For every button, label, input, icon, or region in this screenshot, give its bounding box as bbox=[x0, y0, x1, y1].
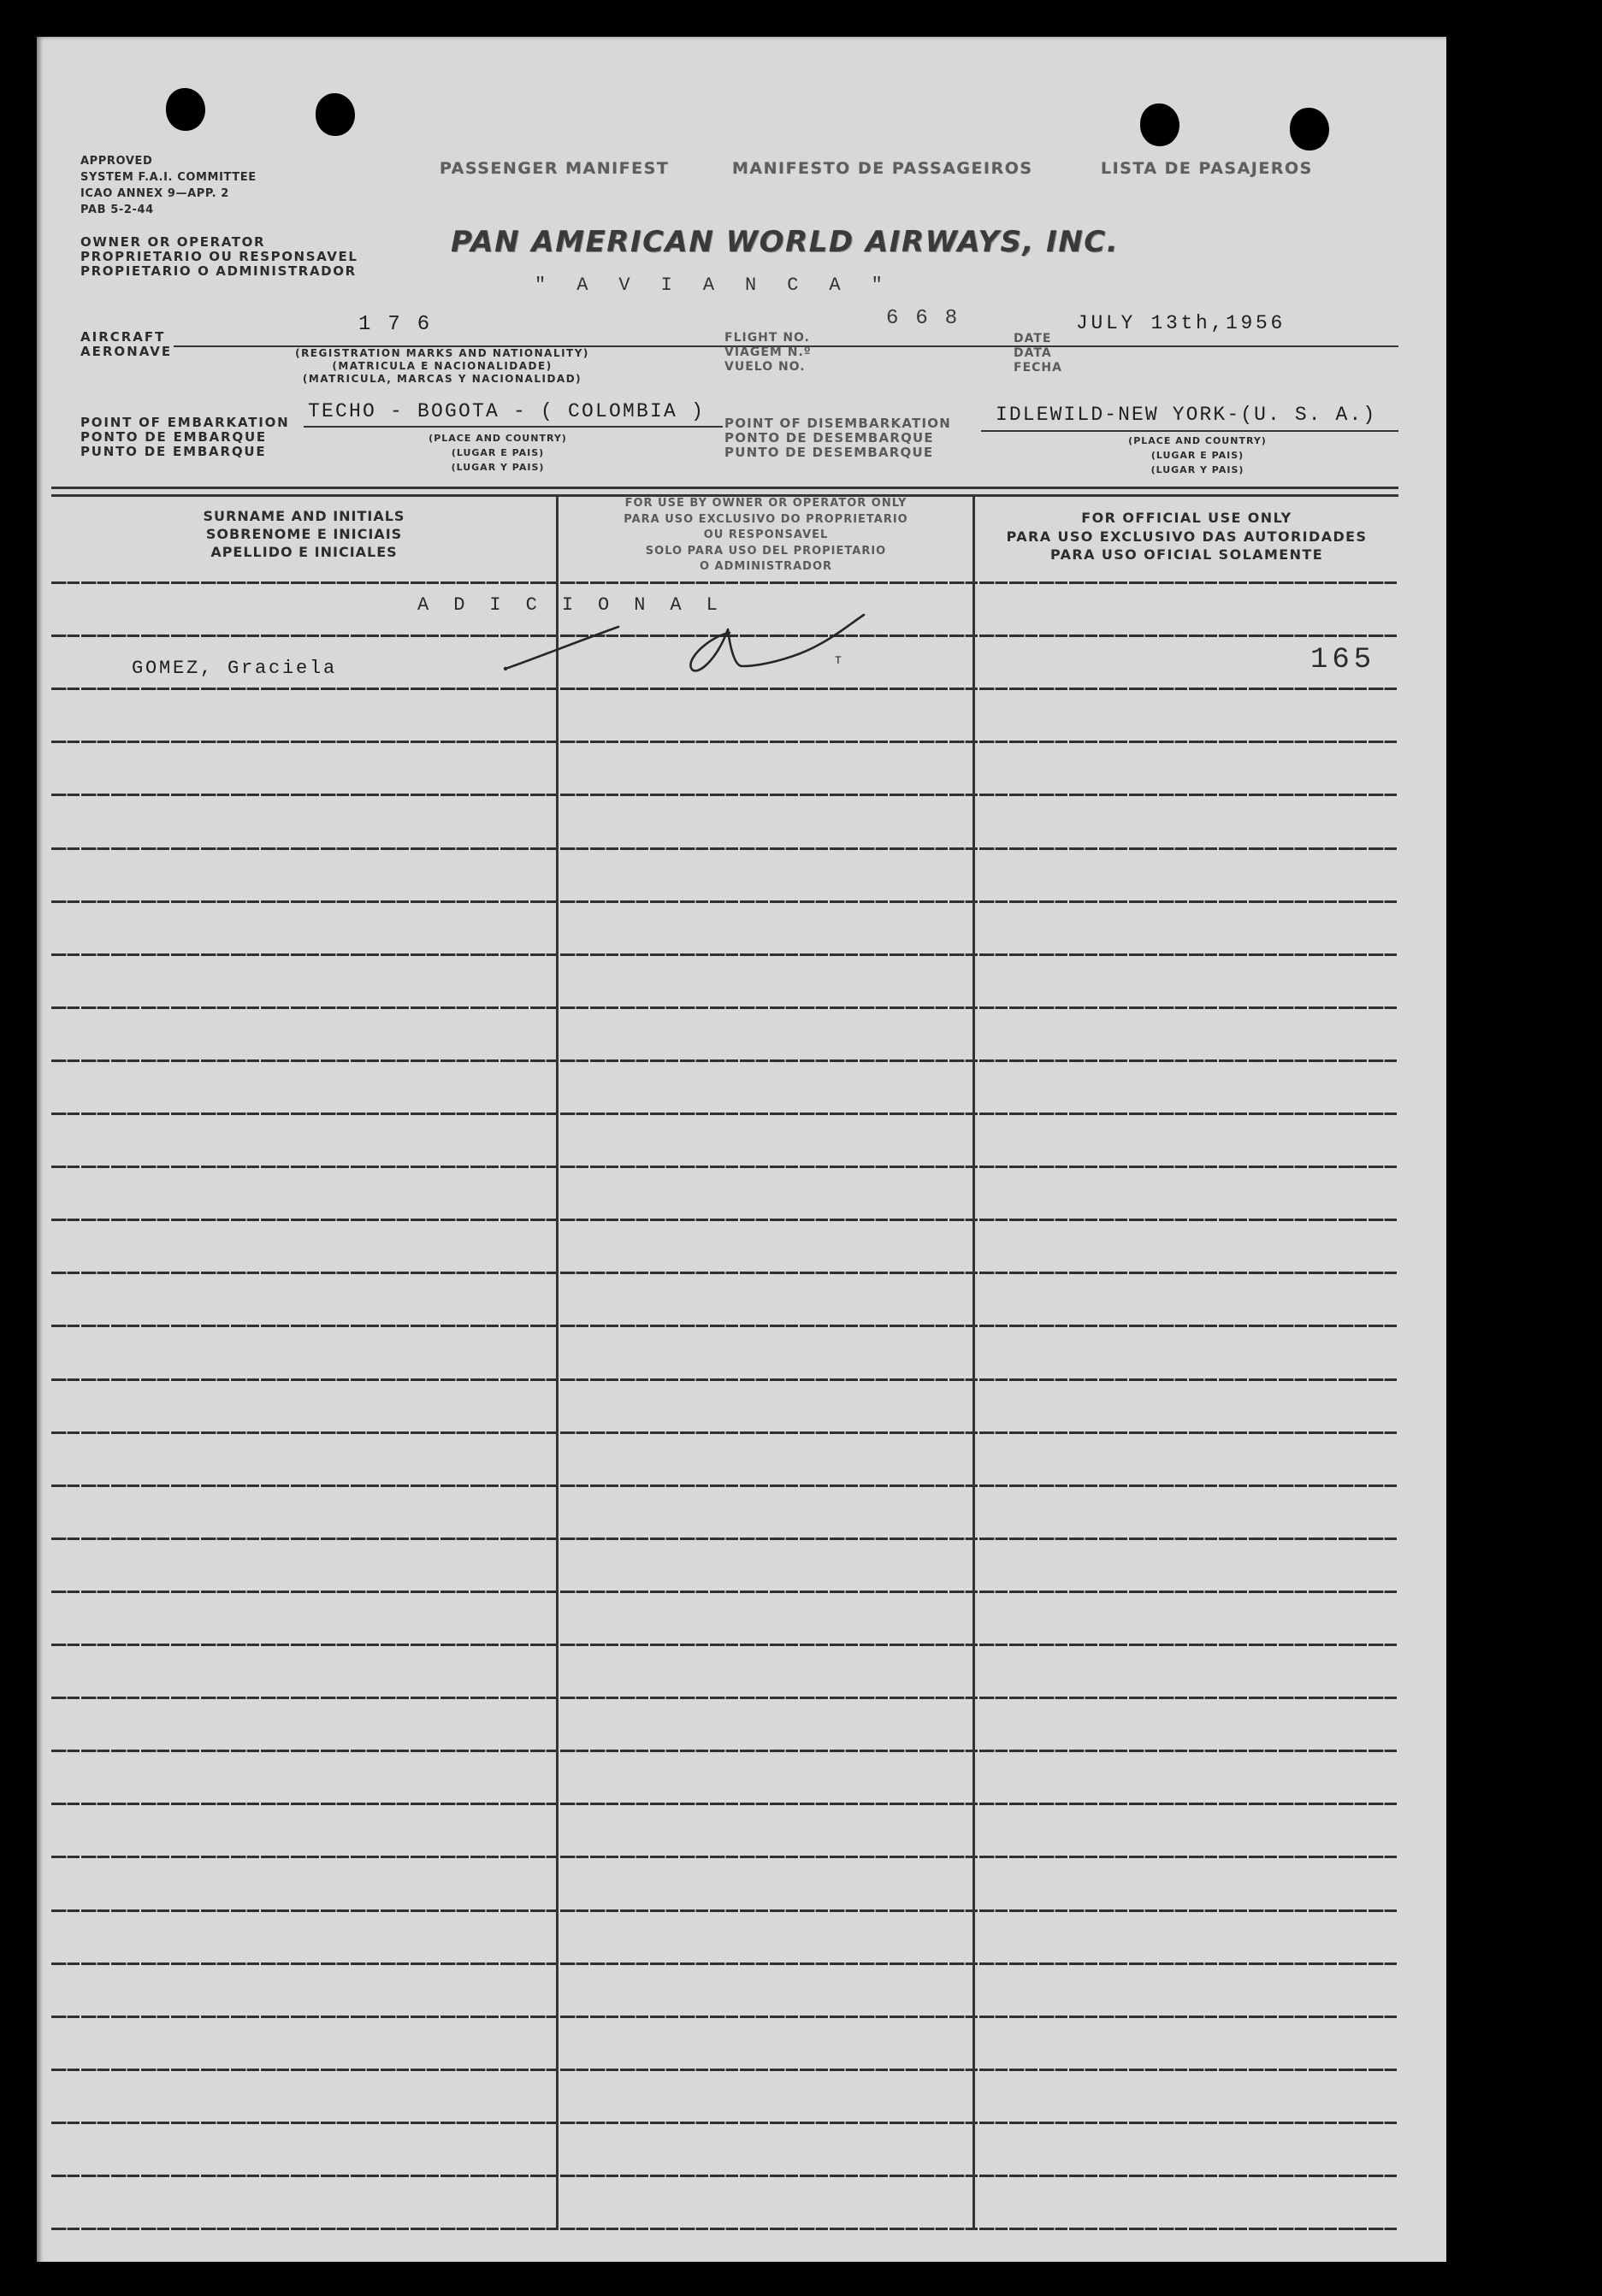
ruled-line bbox=[51, 1325, 1398, 1327]
disembarkation-line bbox=[981, 430, 1398, 432]
approval-line: ICAO ANNEX 9—APP. 2 bbox=[80, 187, 229, 200]
place-hint-line: (LUGAR Y PAIS) bbox=[451, 462, 545, 473]
ruled-line bbox=[51, 1750, 1398, 1752]
ruled-line bbox=[51, 2016, 1398, 2018]
ruled-line bbox=[51, 1697, 1398, 1699]
ruled-line bbox=[51, 2122, 1398, 2124]
flight-label-line: VIAGEM N.º bbox=[724, 345, 812, 359]
operator-name: " A V I A N C A " bbox=[535, 274, 893, 296]
registration-hint-line: (REGISTRATION MARKS AND NATIONALITY) bbox=[295, 347, 589, 359]
date-label-line: DATE bbox=[1014, 332, 1052, 345]
owner-label bbox=[80, 235, 358, 279]
manifest-sheet bbox=[37, 37, 1446, 2262]
place-hint-line: (PLACE AND COUNTRY) bbox=[429, 433, 567, 444]
date-label bbox=[1014, 332, 1062, 375]
title-spanish: LISTA DE PASAJEROS bbox=[1101, 159, 1313, 178]
date-label-line: DATA bbox=[1014, 346, 1052, 360]
registration-hint-line: (MATRICULA, MARCAS Y NACIONALIDAD) bbox=[302, 373, 582, 385]
column-header-line: SOLO PARA USO DEL PROPIETARIO bbox=[645, 544, 887, 558]
flight-label-line: FLIGHT NO. bbox=[724, 331, 810, 345]
aircraft-label-line: AIRCRAFT bbox=[80, 329, 166, 345]
ruled-line bbox=[51, 1538, 1398, 1540]
ruled-line bbox=[51, 581, 1398, 584]
disembarkation-label-line: PONTO DE DESEMBARQUE bbox=[724, 430, 934, 446]
aircraft-value: 1 7 6 bbox=[358, 313, 433, 336]
column-header-line: SOBRENOME E INICIAIS bbox=[205, 526, 403, 542]
owner-label-line: PROPRIETARIO OU RESPONSAVEL bbox=[80, 249, 358, 264]
approval-line: SYSTEM F.A.I. COMMITTEE bbox=[80, 171, 257, 184]
owner-name: PAN AMERICAN WORLD AIRWAYS, INC. bbox=[451, 225, 1120, 259]
ruled-line bbox=[51, 1378, 1398, 1381]
column-header-line: O ADMINISTRADOR bbox=[699, 560, 833, 573]
place-hint-line: (LUGAR Y PAIS) bbox=[1150, 464, 1244, 475]
registration-hint bbox=[254, 347, 630, 386]
column-divider bbox=[556, 495, 559, 2230]
disembarkation-label-line: POINT OF DISEMBARKATION bbox=[724, 416, 951, 431]
date-value: JULY 13th,1956 bbox=[1076, 312, 1286, 334]
punch-hole bbox=[1140, 103, 1179, 146]
official-number: 165 bbox=[1310, 644, 1376, 676]
column-header-line: APELLIDO E INICIALES bbox=[210, 544, 398, 560]
ruled-line bbox=[51, 1856, 1398, 1858]
ruled-line bbox=[51, 688, 1398, 690]
ruled-line bbox=[51, 1909, 1398, 1912]
aircraft-label-line: AERONAVE bbox=[80, 344, 173, 359]
ruled-line bbox=[51, 953, 1398, 956]
header-double-rule-top bbox=[51, 487, 1398, 489]
disembarkation-label-line: PUNTO DE DESEMBARQUE bbox=[724, 445, 934, 460]
owner-label-line: OWNER OR OPERATOR bbox=[80, 234, 266, 250]
flight-number-value: 6 6 8 bbox=[886, 307, 961, 330]
embarkation-label-line: POINT OF EMBARKATION bbox=[80, 415, 290, 430]
ruled-line bbox=[51, 2175, 1398, 2177]
ruled-line bbox=[51, 1219, 1398, 1221]
approval-line: PAB 5-2-44 bbox=[80, 204, 154, 216]
ruled-line bbox=[51, 1591, 1398, 1593]
signature bbox=[482, 593, 884, 687]
column-header-line: FOR OFFICIAL USE ONLY bbox=[1081, 510, 1292, 526]
ruled-line bbox=[51, 1963, 1398, 1965]
official-use-column-header bbox=[975, 509, 1398, 564]
ruled-line bbox=[51, 1803, 1398, 1805]
ruled-line bbox=[51, 900, 1398, 903]
owner-use-column-header bbox=[559, 496, 973, 575]
place-hint-line: (PLACE AND COUNTRY) bbox=[1128, 435, 1267, 446]
punch-hole bbox=[1290, 108, 1329, 151]
column-header-line: PARA USO EXCLUSIVO DAS AUTORIDADES bbox=[1006, 528, 1368, 545]
ruled-line bbox=[51, 1484, 1398, 1487]
date-label-line: FECHA bbox=[1014, 361, 1062, 375]
flight-label bbox=[724, 331, 812, 375]
ruled-line bbox=[51, 1644, 1398, 1646]
registration-hint-line: (MATRICULA E NACIONALIDADE) bbox=[332, 360, 553, 372]
embarkation-label-line: PONTO DE EMBARQUE bbox=[80, 429, 267, 445]
ruled-line bbox=[51, 2228, 1398, 2230]
ruled-line bbox=[51, 1431, 1398, 1434]
ruled-line bbox=[51, 1059, 1398, 1062]
ruled-line bbox=[51, 2069, 1398, 2071]
annotation: A D I C I O N A L bbox=[417, 594, 724, 616]
ruled-line bbox=[51, 1166, 1398, 1168]
ruled-line bbox=[51, 1272, 1398, 1274]
embarkation-place-hint bbox=[369, 431, 626, 475]
place-hint-line: (LUGAR E PAIS) bbox=[451, 447, 545, 458]
embarkation-label bbox=[80, 416, 290, 459]
owner-mark: T bbox=[835, 654, 842, 667]
flight-label-line: VUELO NO. bbox=[724, 360, 806, 374]
approval-block bbox=[80, 153, 257, 218]
disembarkation-label bbox=[724, 416, 951, 460]
aircraft-label bbox=[80, 330, 172, 359]
disembarkation-place-hint bbox=[1069, 434, 1326, 477]
passenger-column-header bbox=[51, 507, 557, 561]
ruled-line bbox=[51, 794, 1398, 796]
column-header-line: PARA USO EXCLUSIVO DO PROPRIETARIO bbox=[624, 512, 908, 526]
embarkation-label-line: PUNTO DE EMBARQUE bbox=[80, 444, 267, 459]
punch-hole bbox=[316, 93, 355, 136]
punch-hole bbox=[166, 88, 205, 131]
approval-line: APPROVED bbox=[80, 155, 153, 168]
embarkation-line bbox=[304, 426, 723, 428]
embarkation-value: TECHO - BOGOTA - ( COLOMBIA ) bbox=[308, 400, 706, 422]
title-portuguese: MANIFESTO DE PASSAGEIROS bbox=[732, 159, 1033, 178]
column-header-line: PARA USO OFICIAL SOLAMENTE bbox=[1049, 546, 1324, 563]
ruled-line bbox=[51, 741, 1398, 743]
place-hint-line: (LUGAR E PAIS) bbox=[1150, 450, 1244, 461]
title-english: PASSENGER MANIFEST bbox=[440, 159, 670, 178]
owner-label-line: PROPIETARIO O ADMINISTRADOR bbox=[80, 263, 357, 279]
disembarkation-value: IDLEWILD-NEW YORK-(U. S. A.) bbox=[996, 404, 1377, 426]
column-header-line: SURNAME AND INITIALS bbox=[203, 508, 405, 524]
ruled-line bbox=[51, 1113, 1398, 1115]
ruled-line bbox=[51, 1006, 1398, 1009]
column-divider bbox=[972, 495, 975, 2230]
ruled-line bbox=[51, 847, 1398, 850]
column-header-line: OU RESPONSAVEL bbox=[703, 528, 829, 541]
passenger-name: GOMEZ, Graciela bbox=[132, 658, 338, 679]
column-header-line: FOR USE BY OWNER OR OPERATOR ONLY bbox=[624, 497, 907, 510]
